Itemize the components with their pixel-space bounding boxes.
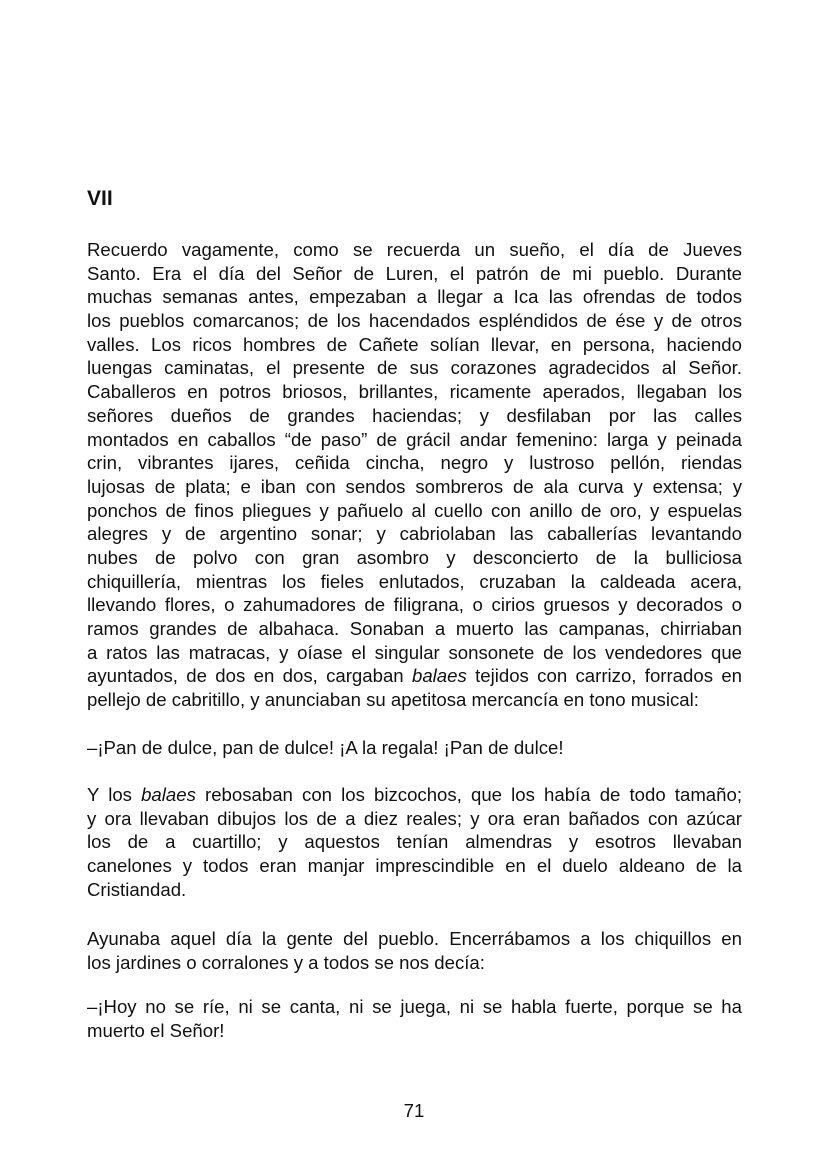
text-line: –¡Hoy no se ríe, ni se canta, ni se juega, ni se habla fuerte, porque se ha bbox=[87, 996, 742, 1017]
text-line: luengas caminatas, el presente de sus corazones agradecidos al Señor. bbox=[87, 357, 742, 379]
text-line: –¡Pan de dulce, pan de dulce! ¡A la regala! ¡Pan de dulce! bbox=[87, 737, 564, 758]
text-line bbox=[87, 664, 742, 688]
text-line: Ayunaba aquel día la gente del pueblo. Encerrábamos a los chiquillos en bbox=[87, 928, 742, 949]
italic-term: balaes bbox=[141, 784, 196, 805]
text-line: nubes de polvo con gran asombro y desconcierto de la bulliciosa bbox=[87, 546, 742, 568]
text-fragment: tejidos con carrizo, forrados en bbox=[466, 665, 743, 687]
text-line: a ratos las matracas, y oíase el singular sonsonete de los vendedores que bbox=[87, 641, 742, 663]
text-line: llevando flores, o zahumadores de filigrana, o cirios gruesos y decorados o bbox=[87, 594, 742, 616]
italic-term: balaes bbox=[411, 665, 467, 687]
text-line: muerto el Señor! bbox=[87, 1019, 225, 1041]
text-line: los pueblos comarcanos; de los hacendados espléndidos de ése y de otros bbox=[87, 310, 742, 332]
text-line: montados en caballos “de paso” de grácil andar femenino: larga y peinada bbox=[87, 428, 742, 450]
text-line: canelones y todos eran manjar imprescindible en el duelo aldeano de la bbox=[87, 855, 742, 877]
paragraph-3 bbox=[87, 783, 742, 901]
text-line: alegres y de argentino sonar; y cabriolaban las caballerías levantando bbox=[87, 523, 742, 545]
text-line: lujosas de plata; e iban con sendos sombreros de ala curva y extensa; y bbox=[87, 475, 742, 497]
text-line: chiquillería, mientras los fieles enlutados, cruzaban la caldeada acera, bbox=[87, 570, 742, 592]
text-line: Caballeros en potros briosos, brillantes, ricamente aperados, llegaban los bbox=[87, 381, 742, 403]
paragraph-5 bbox=[87, 995, 742, 1042]
text-line: Recuerdo vagamente, como se recuerda un sueño, el día de Jueves bbox=[87, 239, 742, 260]
chapter-heading: VII bbox=[87, 187, 113, 210]
text-line: Cristiandad. bbox=[87, 878, 187, 900]
paragraph-1 bbox=[87, 238, 742, 712]
text-line: pellejo de cabritillo, y anunciaban su apetitosa mercancía en tono musical: bbox=[87, 689, 699, 711]
text-line: señores dueños de grandes haciendas; y desfilaban por las calles bbox=[87, 404, 742, 426]
text-line: ramos grandes de albahaca. Sonaban a muerto las campanas, chirriaban bbox=[87, 618, 742, 639]
text-line: y ora llevaban dibujos los de a diez reales; y ora eran bañados con azúcar bbox=[87, 807, 742, 829]
page-number: 71 bbox=[403, 1100, 425, 1121]
text-line: crin, vibrantes ijares, ceñida cincha, negro y lustroso pellón, riendas bbox=[87, 452, 742, 474]
text-line: Santo. Era el día del Señor de Luren, el patrón de mi pueblo. Durante bbox=[87, 262, 742, 284]
text-line: los de a cuartillo; y aquestos tenían almendras y esotros llevaban bbox=[87, 831, 742, 853]
text-line: los jardines o corralones y a todos se nos decía: bbox=[87, 951, 485, 973]
text-fragment: Y los bbox=[87, 784, 142, 805]
text-line bbox=[87, 783, 742, 807]
text-fragment: rebosaban con los bizcochos, que los había de todo tamaño; bbox=[195, 784, 742, 805]
text-line: valles. Los ricos hombres de Cañete solían llevar, en persona, haciendo bbox=[87, 333, 742, 355]
paragraph-4 bbox=[87, 927, 742, 974]
text-line: muchas semanas antes, empezaban a llegar a Ica las ofrendas de todos bbox=[87, 286, 742, 308]
paragraph-2 bbox=[87, 736, 742, 760]
text-line: ponchos de finos pliegues y pañuelo al cuello con anillo de oro, y espuelas bbox=[87, 499, 742, 521]
text-fragment: ayuntados, de dos en dos, cargaban bbox=[87, 665, 412, 687]
